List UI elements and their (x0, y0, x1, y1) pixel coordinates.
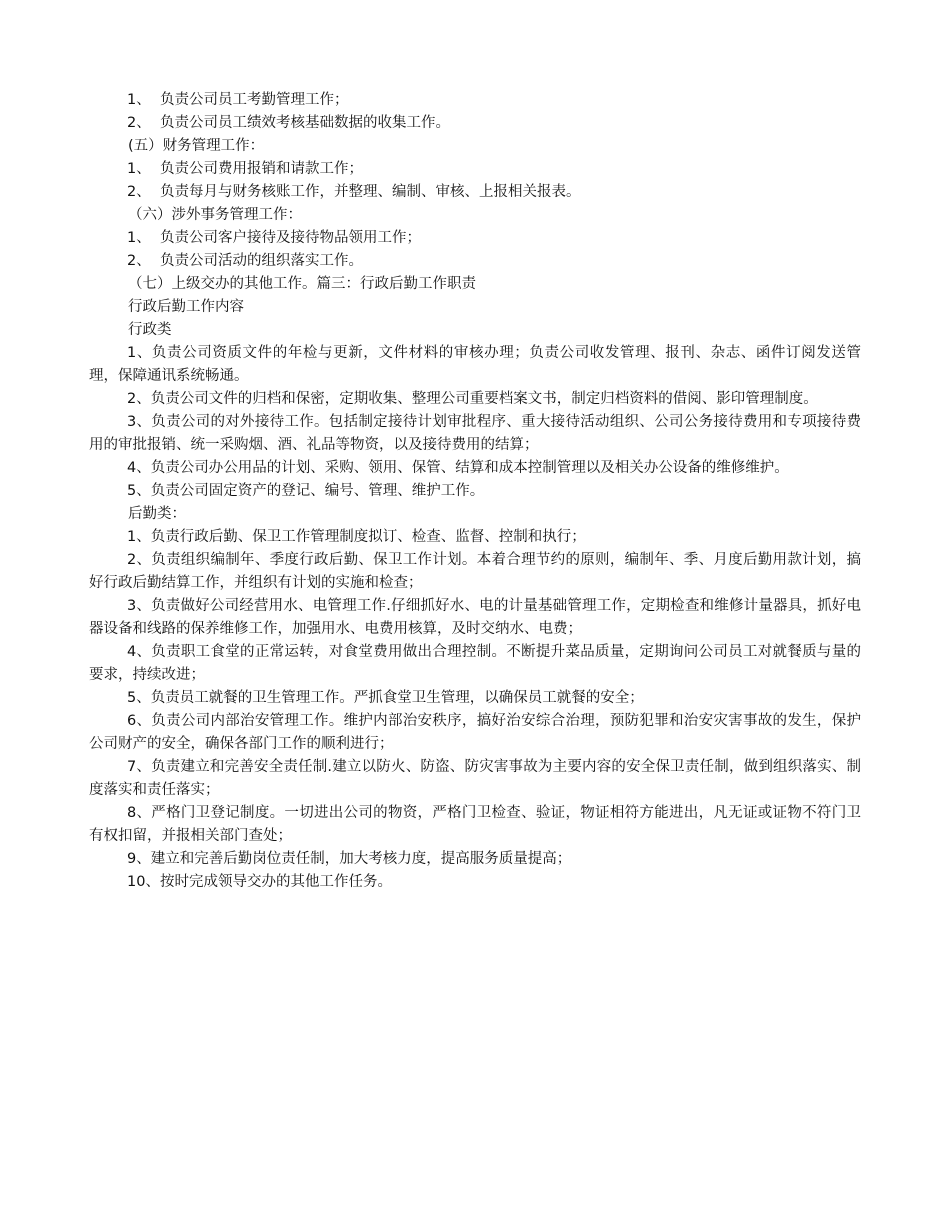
monthly-reconciliation-item: 2、 负责每月与财务核账工作，并整理、编制、审核、上报相关报表。 (127, 184, 581, 200)
expense-item: 1、 负责公司费用报销和请款工作； (127, 161, 363, 177)
logistics-item: 8、严格门卫登记制度。一切进出公司的物资，严格门卫检查、验证，物证相符方能进出，凡无证或证物不符门卫有权扣留，并报相关部门查处； (89, 805, 861, 844)
admin-category-heading: 行政类 (128, 322, 172, 338)
logistics-category-heading: 后勤类： (128, 506, 186, 522)
activity-item: 2、 负责公司活动的组织落实工作。 (127, 253, 363, 269)
finance-section-heading: (五）财务管理工作： (128, 138, 265, 154)
logistics-item: 1、负责行政后勤、保卫工作管理制度拟订、检查、监督、控制和执行； (127, 529, 586, 545)
admin-item: 2、负责公司文件的归档和保密，定期收集、整理公司重要档案文书，制定归档资料的借阅、影印管理制度。 (127, 391, 818, 407)
logistics-item: 3、负责做好公司经营用水、电管理工作.仔细抓好水、电的计量基础管理工作，定期检查和维修计量器具，抓好电器设备和线路的保养维修工作，加强用水、电费用核算，及时交纳水、电费； (89, 598, 861, 637)
document-body (89, 89, 861, 894)
admin-item: 1、负责公司资质文件的年检与更新，文件材料的审核办理；负责公司收发管理、报刊、杂志、函件订阅发送管理，保障通讯系统畅通。 (89, 345, 861, 384)
logistics-item: 2、负责组织编制年、季度行政后勤、保卫工作计划。本着合理节约的原则，编制年、季、月度后勤用款计划，搞好行政后勤结算工作，并组织有计划的实施和检查； (89, 552, 861, 591)
logistics-item: 5、负责员工就餐的卫生管理工作。严抓食堂卫生管理，以确保员工就餐的安全； (127, 690, 644, 706)
logistics-content-title: 行政后勤工作内容 (128, 299, 244, 315)
admin-item: 3、负责公司的对外接待工作。包括制定接待计划审批程序、重大接待活动组织、公司公务接待费用和专项接待费用的审批报销、统一采购烟、酒、礼品等物资，以及接待费用的结算； (89, 414, 861, 453)
logistics-item: 10、按时完成领导交办的其他工作任务。 (127, 874, 392, 890)
admin-item: 5、负责公司固定资产的登记、编号、管理、维护工作。 (127, 483, 485, 499)
admin-item: 4、负责公司办公用品的计划、采购、领用、保管、结算和成本控制管理以及相关办公设备的维修维护。 (127, 460, 789, 476)
reception-item: 1、 负责公司客户接待及接待物品领用工作； (127, 230, 421, 246)
attendance-item: 1、 负责公司员工考勤管理工作； (127, 92, 349, 108)
other-work-heading: （七）上级交办的其他工作。篇三：行政后勤工作职责 (128, 276, 476, 292)
logistics-item: 9、建立和完善后勤岗位责任制，加大考核力度，提高服务质量提高； (127, 851, 572, 867)
logistics-item: 4、负责职工食堂的正常运转，对食堂费用做出合理控制。不断提升菜品质量，定期询问公司员工对就餐质与量的要求，持续改进； (89, 644, 861, 683)
logistics-item: 7、负责建立和完善安全责任制.建立以防火、防盗、防灾害事故为主要内容的安全保卫责任制，做到组织落实、制度落实和责任落实； (89, 759, 861, 798)
logistics-item: 6、负责公司内部治安管理工作。维护内部治安秩序，搞好治安综合治理，预防犯罪和治安灾害事故的发生，保护公司财产的安全，确保各部门工作的顺利进行； (89, 713, 861, 752)
external-affairs-heading: （六）涉外事务管理工作： (128, 207, 302, 223)
performance-data-item: 2、 负责公司员工绩效考核基础数据的收集工作。 (127, 115, 450, 131)
